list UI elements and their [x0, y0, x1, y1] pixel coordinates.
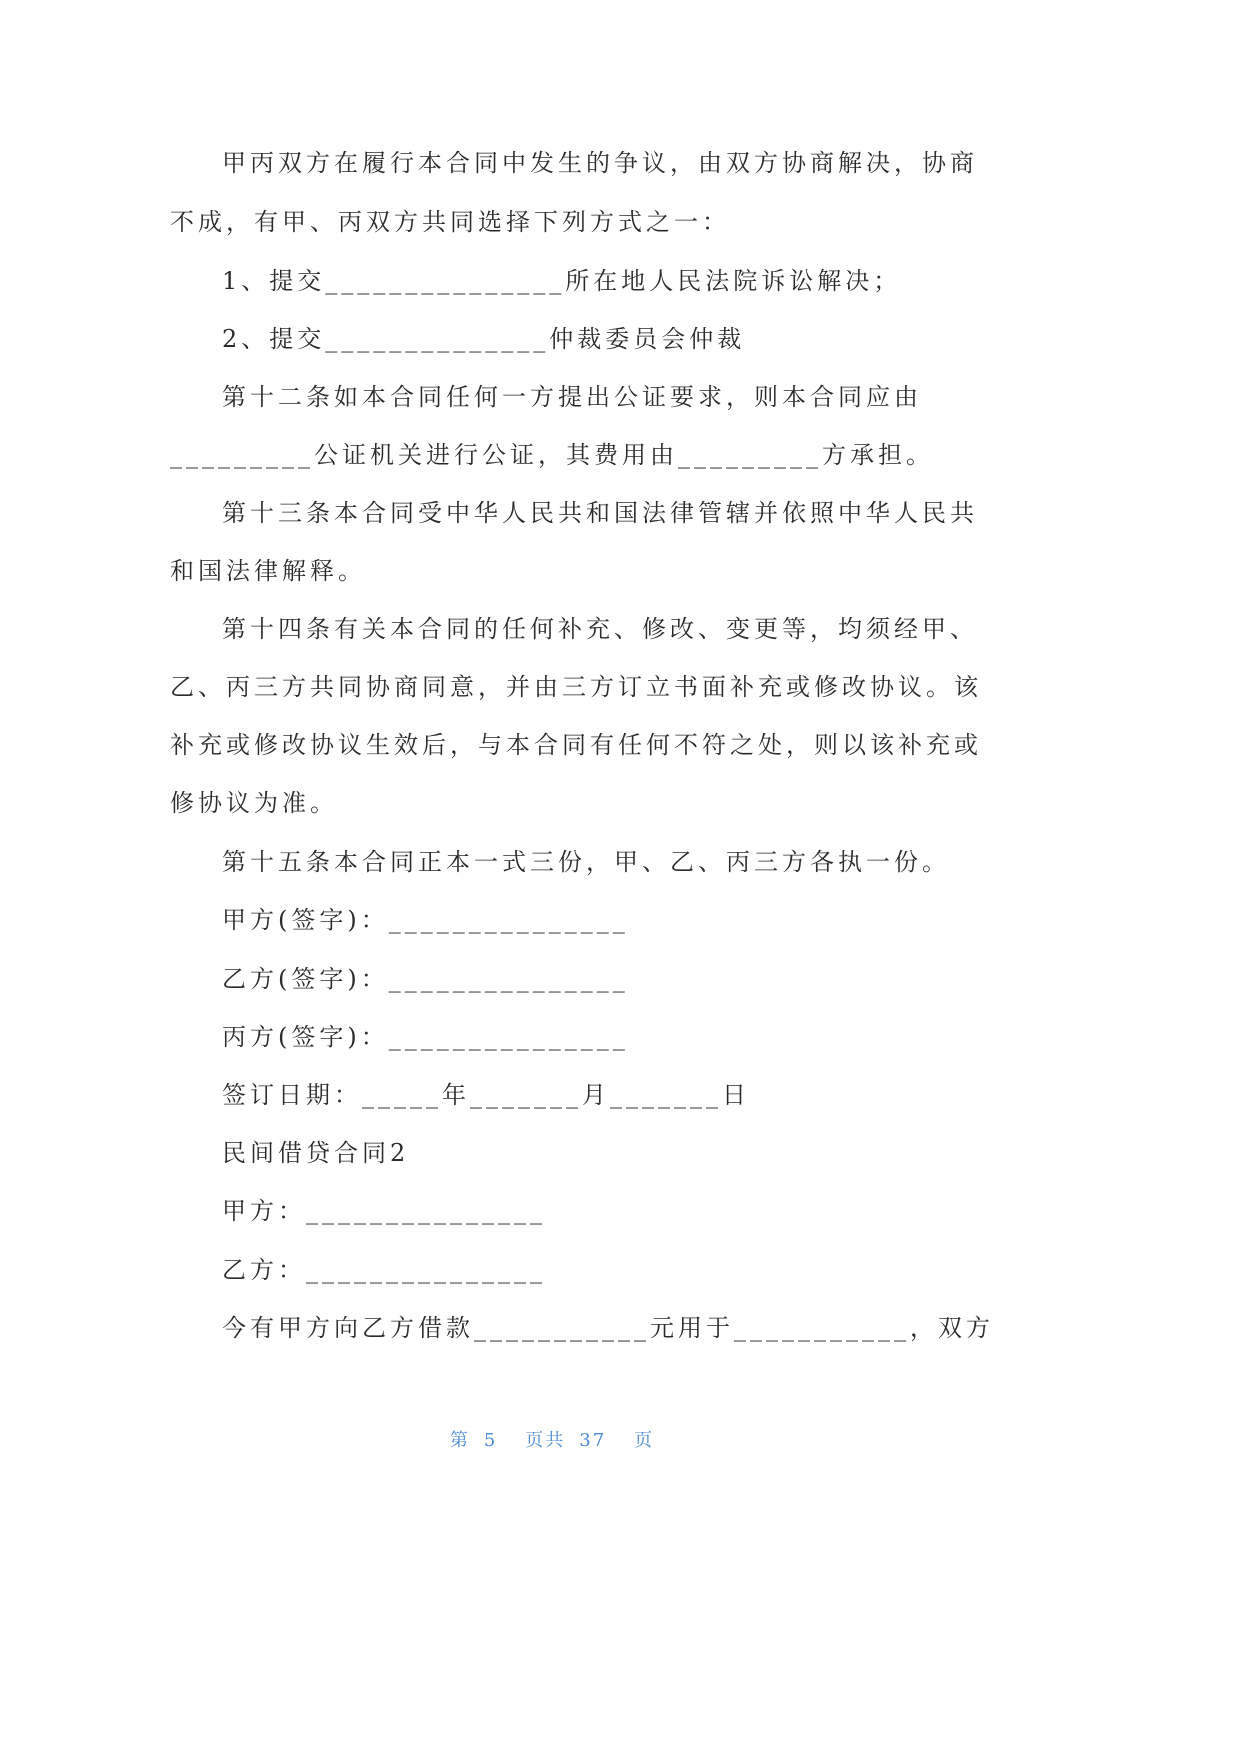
footer-suffix: 页	[634, 1430, 655, 1451]
contract-title: 民间借贷合同2	[222, 1139, 410, 1167]
paragraph-line: _________公证机关进行公证，其费用由_________方承担。	[170, 441, 934, 469]
footer-prefix: 第	[449, 1430, 470, 1451]
signature-line-party-b: 乙方(签字)：_______________	[222, 965, 629, 993]
signature-line-party-c: 丙方(签字)：_______________	[222, 1023, 629, 1051]
signature-line-party-a: 甲方(签字)：_______________	[222, 906, 629, 934]
paragraph-line: 补充或修改协议生效后，与本合同有任何不符之处，则以该补充或	[170, 731, 982, 759]
paragraph-line: 和国法律解释。	[170, 557, 366, 585]
paragraph-line: 不成，有甲、丙双方共同选择下列方式之一：	[170, 208, 730, 236]
page-footer	[0, 1428, 1104, 1454]
paragraph-line: 第十四条有关本合同的任何补充、修改、变更等，均须经甲、	[222, 615, 978, 643]
footer-middle: 页共	[525, 1430, 566, 1451]
paragraph-line: 修协议为准。	[170, 789, 338, 817]
paragraph-line: 第十五条本合同正本一式三份，甲、乙、丙三方各执一份。	[222, 848, 950, 876]
party-a-line: 甲方：_______________	[222, 1197, 546, 1225]
paragraph-line: 今有甲方向乙方借款___________元用于___________，双方	[222, 1314, 994, 1342]
paragraph-line: 第十二条如本合同任何一方提出公证要求，则本合同应由	[222, 383, 922, 411]
paragraph-line: 乙、丙三方共同协商同意，并由三方订立书面补充或修改协议。该	[170, 673, 982, 701]
signing-date-line: 签订日期：_____年_______月_______日	[222, 1081, 750, 1109]
page-total: 37	[579, 1430, 607, 1451]
paragraph-line: 1、提交_______________所在地人民法院诉讼解决；	[222, 267, 902, 295]
paragraph-line: 甲丙双方在履行本合同中发生的争议，由双方协商解决，协商	[222, 149, 978, 177]
page-number: 5	[483, 1430, 498, 1451]
paragraph-line: 第十三条本合同受中华人民共和国法律管辖并依照中华人民共	[222, 499, 978, 527]
paragraph-line: 2、提交______________仲裁委员会仲裁	[222, 325, 746, 353]
party-b-line: 乙方：_______________	[222, 1256, 546, 1284]
